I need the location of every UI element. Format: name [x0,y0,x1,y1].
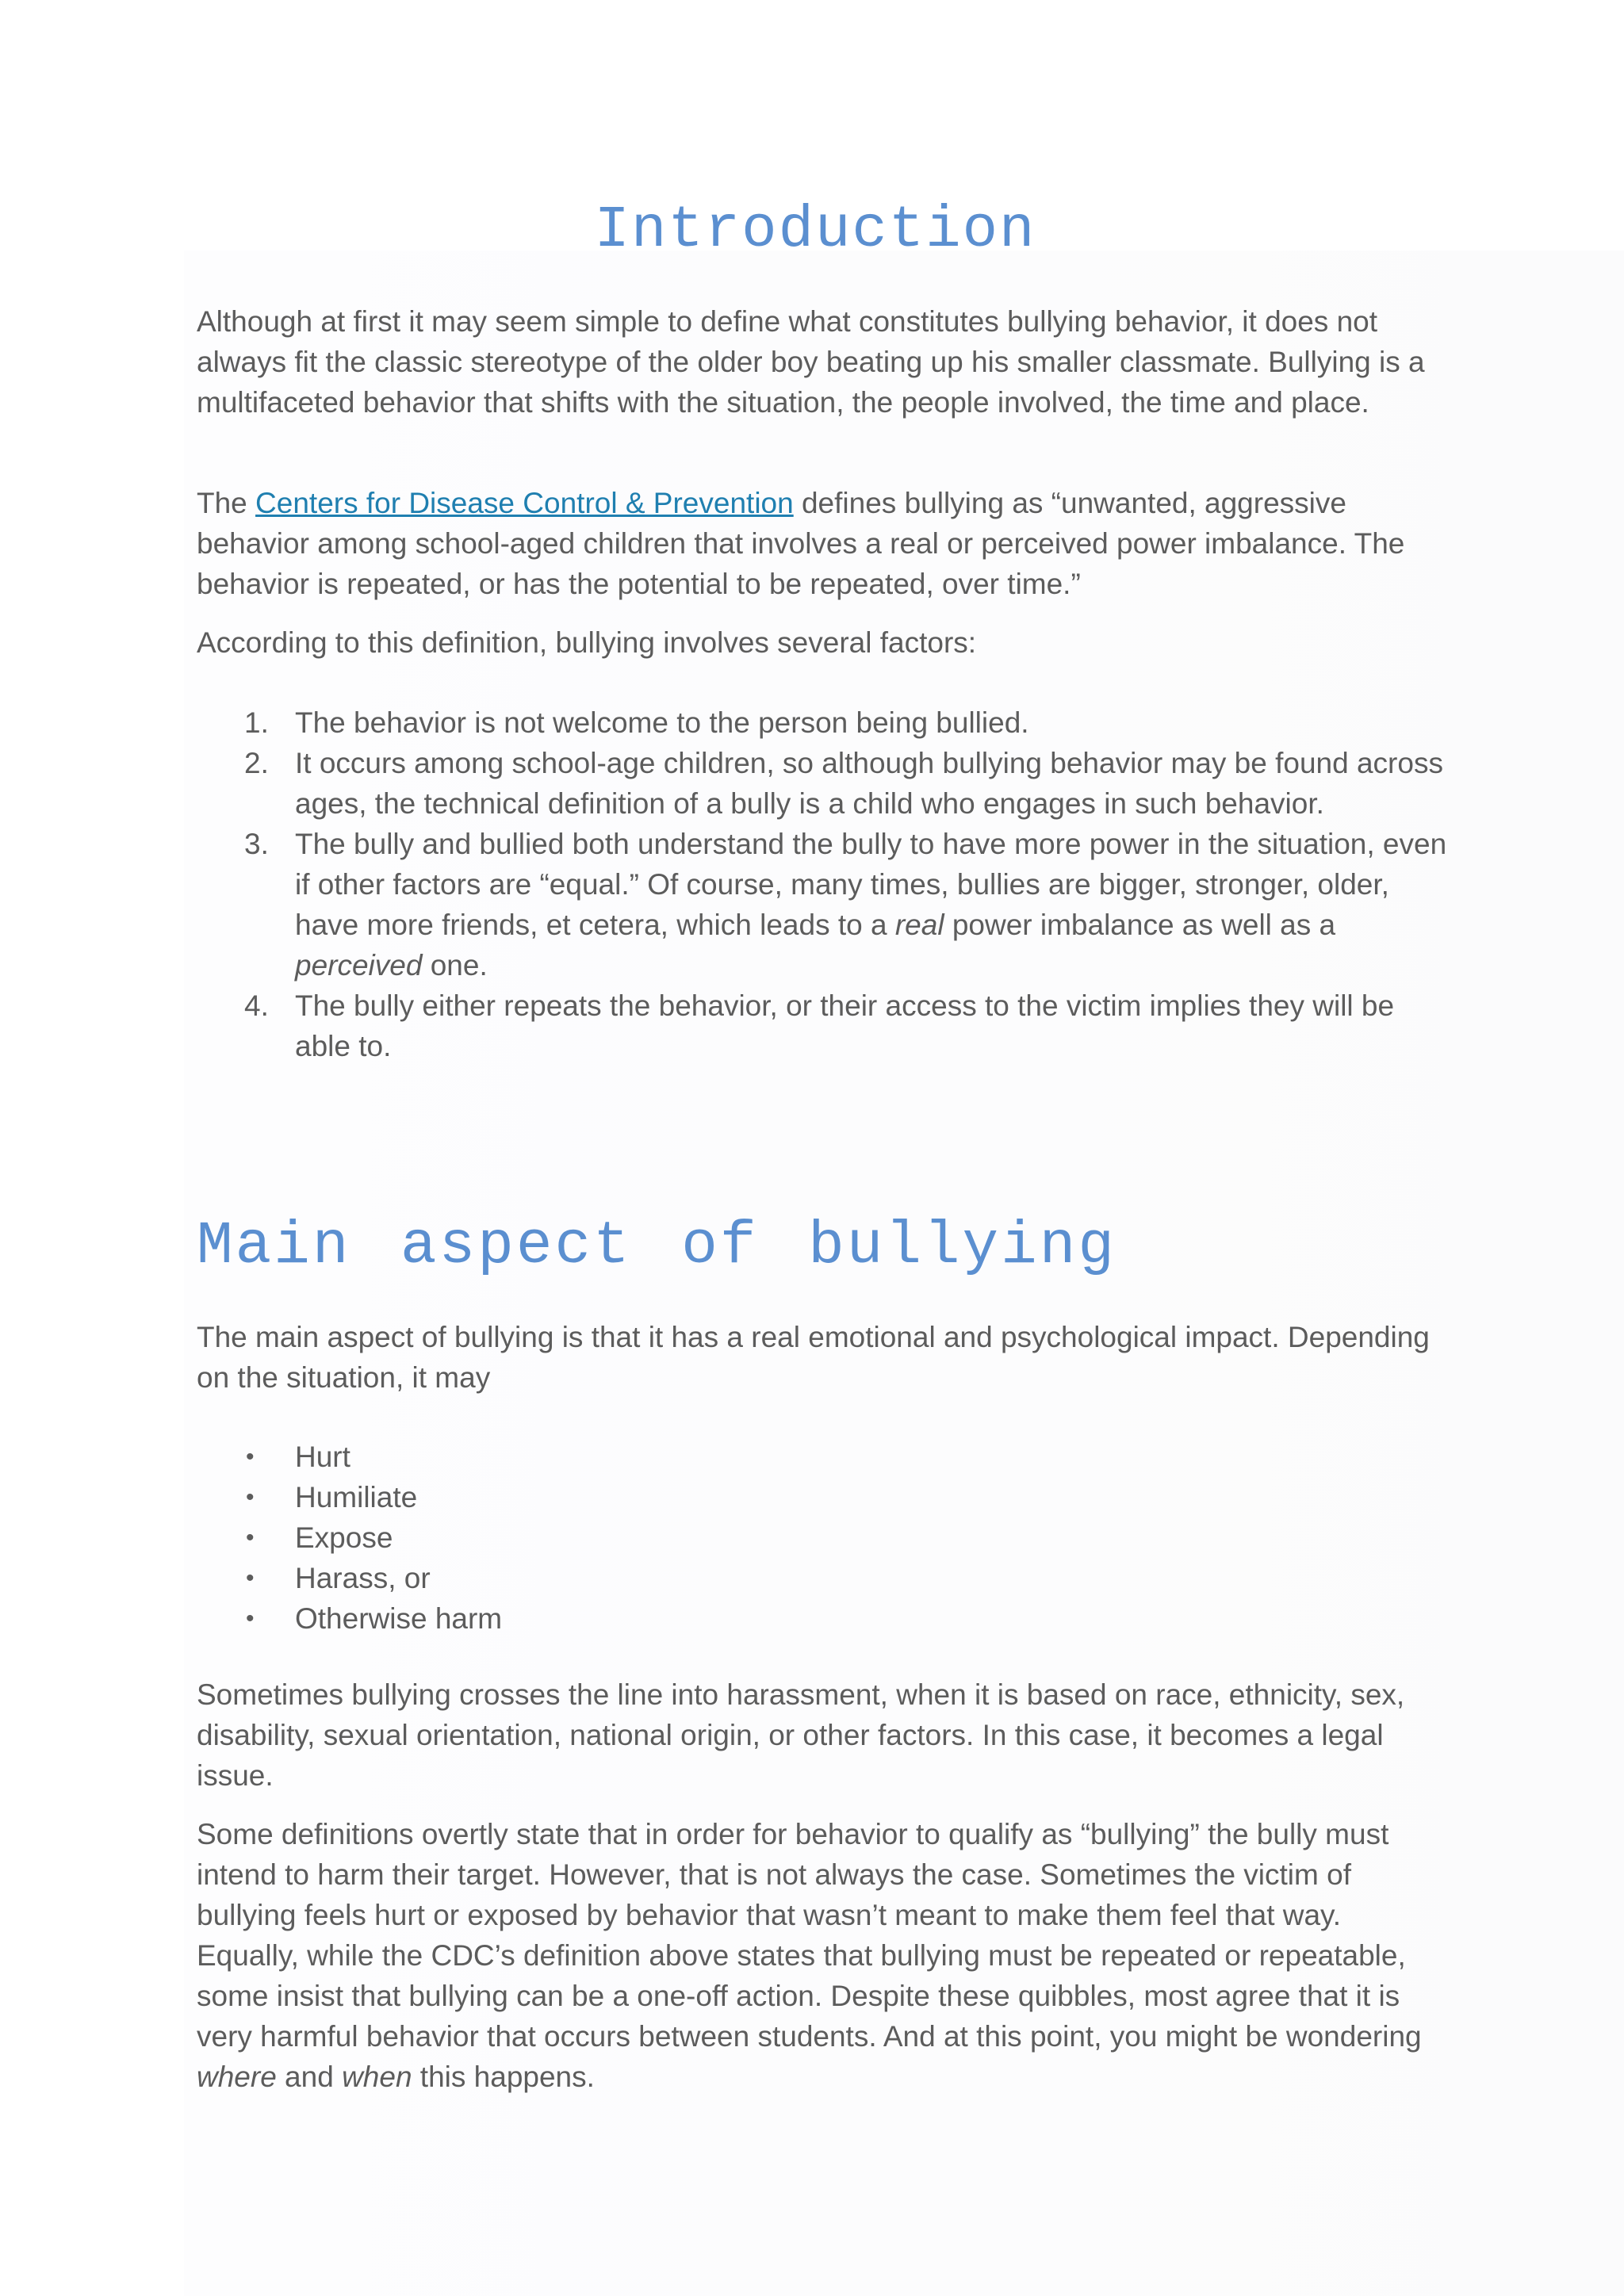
impact-text: Otherwise harm [295,1602,503,1635]
factor-item [197,824,1450,985]
factor-text-a: The bully and bullied both understand the bully to have more power in the situation, even if other factors are “equal.” Of course, many times, bullies are bigger, stronger, older, have more friends, et cetera, which leads to a [295,828,1447,941]
main-aspect-heading: Main aspect of bullying [197,1212,1116,1280]
cdc-link[interactable]: Centers for Disease Control & Prevention [255,487,794,519]
factor-text: It occurs among school-age children, so although bullying behavior may be found across ages, the technical definition of a bully is a child who engages in such behavior. [295,747,1443,820]
factor-text: The behavior is not welcome to the person being bullied. [295,706,1029,739]
impact-text: Expose [295,1521,393,1554]
factor-item [197,702,1450,743]
factor-emphasis-perceived: perceived [295,949,423,982]
factor-item [197,985,1450,1066]
bullet-icon: • [246,1525,255,1551]
main-paragraph-3-c: this happens. [412,2061,595,2093]
intro-heading: Introduction [594,197,1036,264]
impact-item [197,1437,1450,1477]
bullet-icon: • [246,1605,255,1632]
factor-text-b: power imbalance as well as a [944,909,1336,941]
impacts-list [197,1437,1450,1639]
main-paragraph-3 [197,1814,1450,2097]
factor-item [197,743,1450,824]
intro-paragraph-1: Although at first it may seem simple to define what constitutes bullying behavior, it does not always fit the classic stereotype of the older boy beating up his smaller classmate. Bullying is a multifaceted behavior that shifts with the situation, the people involved, the time and place. [197,305,1425,419]
main-paragraph-2: Sometimes bullying crosses the line into harassment, when it is based on race, ethnicity, sex, disability, sexual orientation, national origin, or other factors. In this case, it becomes a legal issue. [197,1678,1405,1792]
main-paragraph-1: The main aspect of bullying is that it has a real emotional and psychological impact. Depending on the situation, it may [197,1321,1430,1394]
bullet-icon: • [246,1444,255,1470]
impact-item [197,1517,1450,1558]
list-number: 3. [244,828,269,860]
impact-text: Hurt [295,1441,350,1473]
list-number: 4. [244,989,269,1022]
impact-item [197,1598,1450,1639]
emphasis-when: when [342,2061,412,2093]
impact-text: Humiliate [295,1481,418,1513]
impact-item [197,1558,1450,1598]
list-number: 2. [244,747,269,779]
main-paragraph-3-a: Some definitions overtly state that in order for behavior to qualify as “bullying” the bully must intend to harm their target. However, that is not always the case. Sometimes the victim of bullying feels hurt or exposed by behavior that wasn’t meant to make them feel that way. Equally, while the CDC’s definition above states that bullying must be repeated or repeatable, some insist that bullying can be a one-off action. Despite these quibbles, most agree that it is very harmful behavior that occurs between students. And at this point, you might be wondering [197,1818,1422,2053]
impact-item [197,1477,1450,1517]
intro-paragraph-2 [197,483,1450,604]
factor-text: The bully either repeats the behavior, or their access to the victim implies they will be able to. [295,989,1395,1062]
bullet-icon: • [246,1565,255,1591]
intro-paragraph-3: According to this definition, bullying involves several factors: [197,626,977,659]
factor-text-c: one. [422,949,488,982]
intro-paragraph-2-prefix: The [197,487,256,519]
main-paragraph-3-b: and [276,2061,343,2093]
bullet-icon: • [246,1484,255,1510]
factors-list [197,702,1450,1066]
factor-emphasis-real: real [894,909,944,941]
list-number: 1. [244,706,269,739]
emphasis-where: where [197,2061,277,2093]
impact-text: Harass, or [295,1562,431,1594]
intro-paragraph-2-suffix: defines bullying as “unwanted, aggressive behavior among school-aged children that involves a real or perceived power imbalance. The behavior is repeated, or has the potential to be repeated, over time.” [197,487,1405,600]
